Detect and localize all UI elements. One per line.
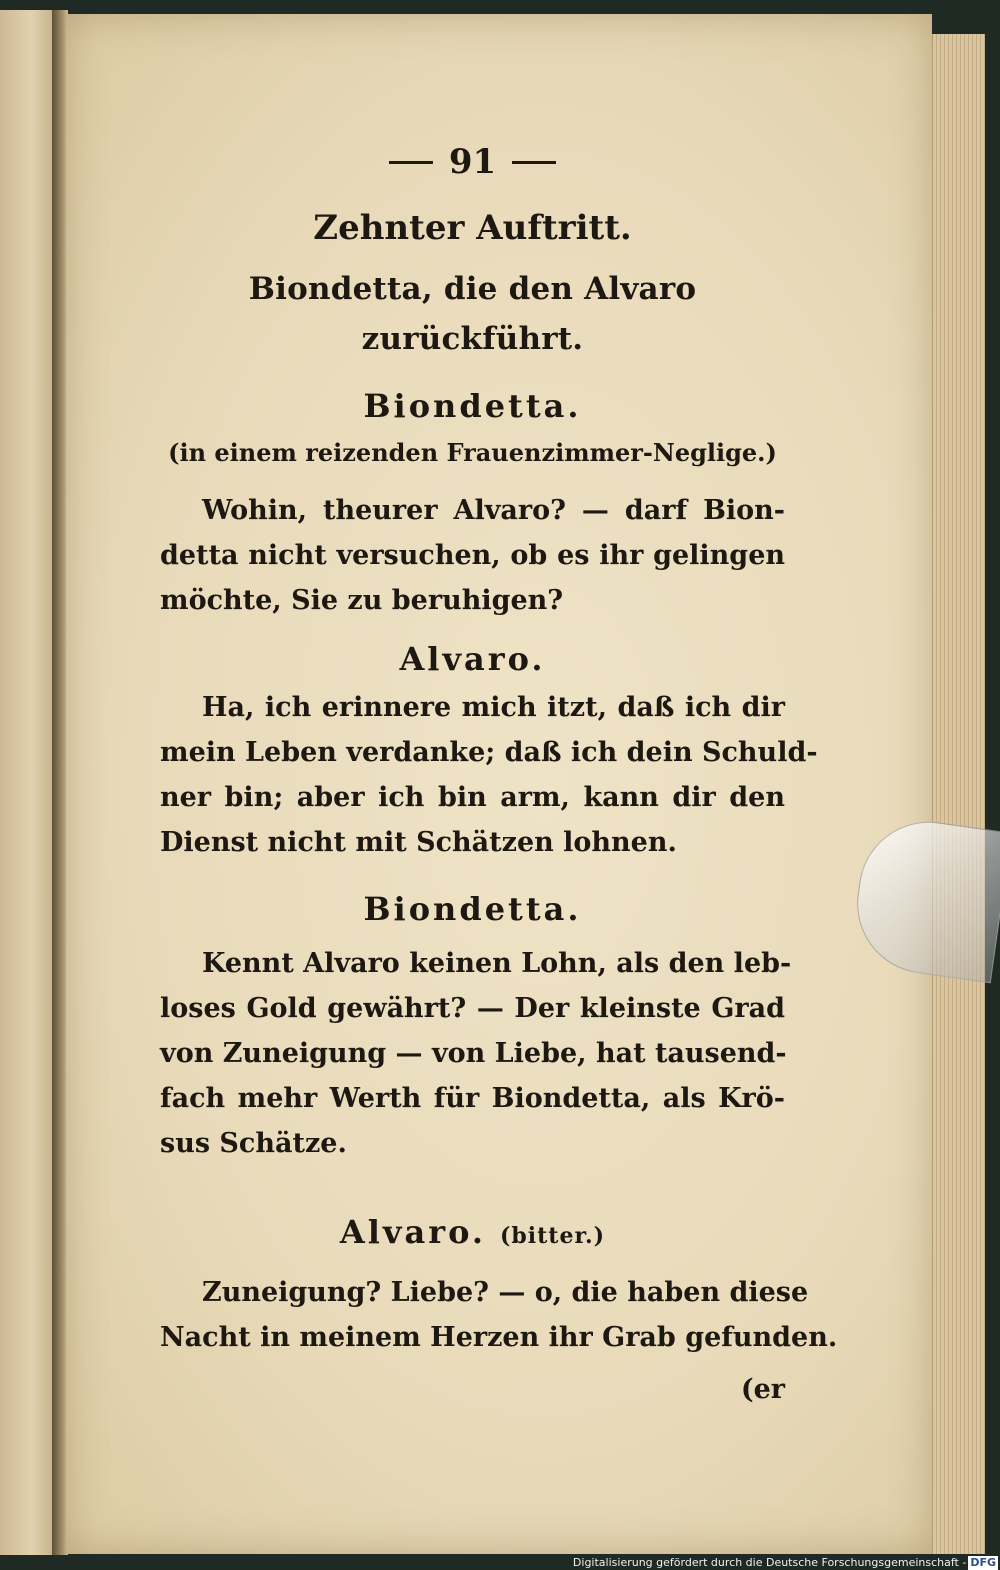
speech-line: Nacht in meinem Herzen ihr Grab gefunden. — [160, 1322, 838, 1353]
speech-line: von Zuneigung — von Liebe, hat tausend- — [160, 1038, 787, 1069]
speech-biondetta-2 — [160, 941, 792, 1166]
speech-alvaro-1 — [160, 685, 818, 865]
speaker-alvaro-2: Alvaro. — [339, 1213, 486, 1251]
speech-line: sus Schätze. — [160, 1128, 347, 1159]
page-number-rule-right — [512, 161, 556, 164]
speaker-alvaro-2-row — [160, 1206, 785, 1262]
page-number — [160, 142, 785, 182]
speech-line: detta nicht versuchen, ob es ihr gelingen — [160, 540, 785, 571]
speech-biondetta-1 — [160, 488, 785, 623]
stage-direction-2: (bitter.) — [499, 1223, 606, 1249]
speaker-alvaro-1: Alvaro. — [399, 640, 546, 678]
left-page-edge — [0, 10, 53, 1555]
speech-line: ner bin; aber ich bin arm, kann dir den — [160, 782, 785, 813]
speech-line: Kennt Alvaro keinen Lohn, als den leb- — [202, 948, 792, 979]
stage-direction-1: (in einem reizenden Frauenzimmer-Neglige.) — [168, 438, 777, 467]
speech-line: möchte, Sie zu beruhigen? — [160, 585, 564, 616]
speech-line: loses Gold gewährt? — Der kleinste Grad — [160, 993, 785, 1024]
page-number-value: 91 — [448, 142, 497, 182]
speech-line: Dienst nicht mit Schätzen lohnen. — [160, 827, 677, 858]
speaker-biondetta-2: Biondetta. — [363, 890, 582, 928]
page-number-rule-left — [389, 161, 433, 164]
speech-line: Ha, ich erinnere mich itzt, daß ich dir — [202, 692, 785, 723]
speech-line: Zuneigung? Liebe? — o, die haben diese — [202, 1277, 809, 1308]
speech-line: fach mehr Werth für Biondetta, als Krö- — [160, 1083, 785, 1114]
speaker-biondetta-1: Biondetta. — [363, 387, 582, 425]
page-stack-edge — [932, 34, 985, 1554]
catchword: (er — [740, 1374, 785, 1405]
speech-line: Wohin, theurer Alvaro? — darf Bion- — [202, 495, 785, 526]
speech-line: mein Leben verdanke; daß ich dein Schuld- — [160, 737, 818, 768]
scene-cast: Biondetta, die den Alvaro zurückführt. — [248, 271, 697, 357]
page-text — [160, 142, 838, 1410]
dfg-logo: DFG — [970, 1556, 996, 1569]
scene-title: Zehnter Auftritt. — [313, 208, 632, 248]
digitization-footer — [573, 1556, 998, 1570]
footer-text: Digitalisierung gefördert durch die Deutsche Forschungsgemeinschaft - — [572, 1556, 967, 1569]
speech-alvaro-2 — [160, 1270, 838, 1360]
